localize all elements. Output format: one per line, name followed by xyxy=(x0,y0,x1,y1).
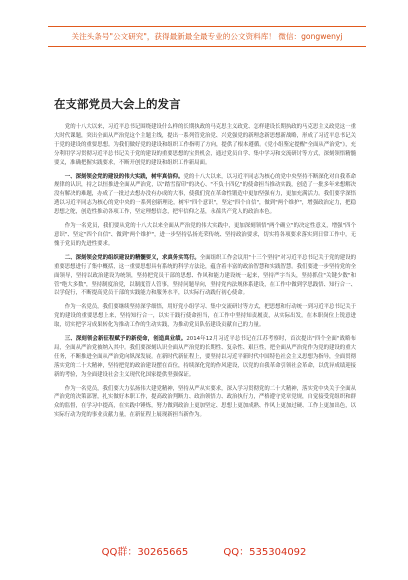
banner-header xyxy=(48,26,366,48)
paragraph xyxy=(54,173,356,218)
qq-group-label: QQ群：30265665 xyxy=(101,547,189,558)
paragraph xyxy=(54,335,356,380)
document-body xyxy=(54,123,356,425)
banner-bottom-rule xyxy=(48,46,366,47)
paragraph-heading: 一、深刻领会党的建设的伟大实践，树牢真信仰。 xyxy=(64,173,184,180)
paragraph-text: 全面组织工作会议用"十三个坚持"对习近平总书记关于党的建设的重要思想进行了集中概括，这一重要思想具有系统的科学方法论，蕴含着丰富的政治智慧和实践智慧。我们要进一步坚持党的全面领导，坚持以政治建设为统领，坚持把党员干部的思想、作风和能力建设统一起来，坚持严字当头，坚持抓住"关键少数"和管"绝大多数"，坚持制度治党，以制度管人管事，坚持问题导向，坚持党内法规体系建设，在工作中做到学思践悟、知行合一、以学促行，不断提高党员干部的实践能力和服务水平，以实际行动践行初心使命。 xyxy=(54,254,356,297)
paragraph xyxy=(54,303,356,330)
contact-footer xyxy=(0,543,408,558)
paragraph-text: 党的十八大以来，习近平总书记围绕建设什么样的长期执政的马克思主义政党、怎样建设长期执政的马克思主义政党这一重大时代课题，突出全面从严治党这个主题主线，提出一系列管党治党、兴党强党的新理念新思想新战略，形成了习近平总书记关于党的建设的重要思想。为我们做好党的建设和组织工作指明了方向，提供了根本遵循。《党小组鉴定提醒"全面从严治党"》，充分利用学习贯彻习近平总书记关于党的建设的重要思想的宝贵机会，通过党员自学、集中学习和交流研讨等方式，深刻领悟精髓要义，准确把握实践要求，不断开创党的建设和组织工作新局面。 xyxy=(54,124,356,166)
paragraph-text: 作为一名党员，我们要大力弘扬伟大建党精神，坚持从严从实要求，深入学习贯彻党的二十大精神，落实党中央关于全面从严治党的决策部署，扎实做好本职工作，提高政治判断力、政治领悟力、政治执行力，严格遵守党章党规，自觉接受党组织和群众的监督，在学习中提高，在实践中锤炼，努力做到政治上更加坚定、思想上更加成熟、作风上更加过硬、工作上更加出色，以实际行动为党的事业贡献力量，在新征程上展现新担当新作为。 xyxy=(54,385,356,419)
paragraph xyxy=(54,254,356,299)
paragraph-text: 作为一名党员，我们要继续坚持深学细悟，用好党小组学习、集中交流研讨等方式，把思想和行动统一到习近平总书记关于党的建设的重要思想上来，坚持知行合一，以实干践行使命担当，在工作中坚持知责履责，从实际出发，在本职岗位上锐意进取，切实把学习成果转化为推动工作的生动实践，为推动党员队伍建设贡献自己的力量。 xyxy=(54,304,356,329)
paragraph xyxy=(54,123,356,168)
qq-label: QQ：535304092 xyxy=(223,547,307,558)
paragraph xyxy=(54,222,356,249)
document-title: 在支部党员大会上的发言 xyxy=(54,97,181,111)
banner-top-rule xyxy=(48,26,366,27)
paragraph-text: 作为一名党员，我们要从党的十八大以来全面从严治党的伟大实践中，更加深刻领悟"两个确立"的决定性意义，增强"四个意识"、坚定"四个自信"、做到"两个维护"，进一步坚持弘扬光荣传统、坚持政治要求，切实将各项要求落实到日常工作中，无愧于党员的先进性要求。 xyxy=(54,223,356,247)
paragraph-text: 2014年12月习近平总书记在江苏考察时，首次提出"四个全面"战略布局，全面从严治党被纳入其中。我们要深刻认识全面从严治党的长期性、复杂性、艰巨性，把全面从严治党作为党的建设的重大任务，不断推进全面从严治党向纵深发展。在新时代新征程上，要坚持以习近平新时代中国特色社会主义思想为指导，全面贯彻落实党的二十大精神，坚持把党的政治建设摆在首位，持续深化党的作风建设，以党的自我革命引领社会革命，以优异成绩迎接新的考验，为全面建设社会主义现代化国家提供坚强保证。 xyxy=(54,336,356,378)
paragraph-text: 党的十八大以来，以习近平同志为核心的党中央坚持不断深化对自我革命规律的认识，持之以恒推进全面从严治党，以"踏雪留印"的决心、"不负十四亿"的使命担当推动实践，创造了一批多年来想解决没有解决的难题，办成了一批过去想办没有办成的大事，使我们党在革命性锻造中更加坚强有力，更加充满活力。我们要学深悟透以习近平同志为核心的党中央的一系列创新理论，树牢"四个意识"，坚定"四个自信"，做到"两个维护"，增强政治定力，把稳思想之舵，创造性推动各项工作，坚定理想信念，把牢信仰之基，永葆共产党人的政治本色。 xyxy=(54,173,356,216)
paragraph-heading: 三、深刻领会新征程赋予的新使命，创造真业绩。 xyxy=(64,336,187,343)
paragraph-heading: 二、深刻领会党的组织建设的精髓要义，求真务实笃行。 xyxy=(64,254,200,261)
banner-text: 关注头条号"公文研究"，获得最新最全最专业的公文资料库！ 微信：gongwenyj xyxy=(71,32,343,41)
paragraph xyxy=(54,385,356,421)
